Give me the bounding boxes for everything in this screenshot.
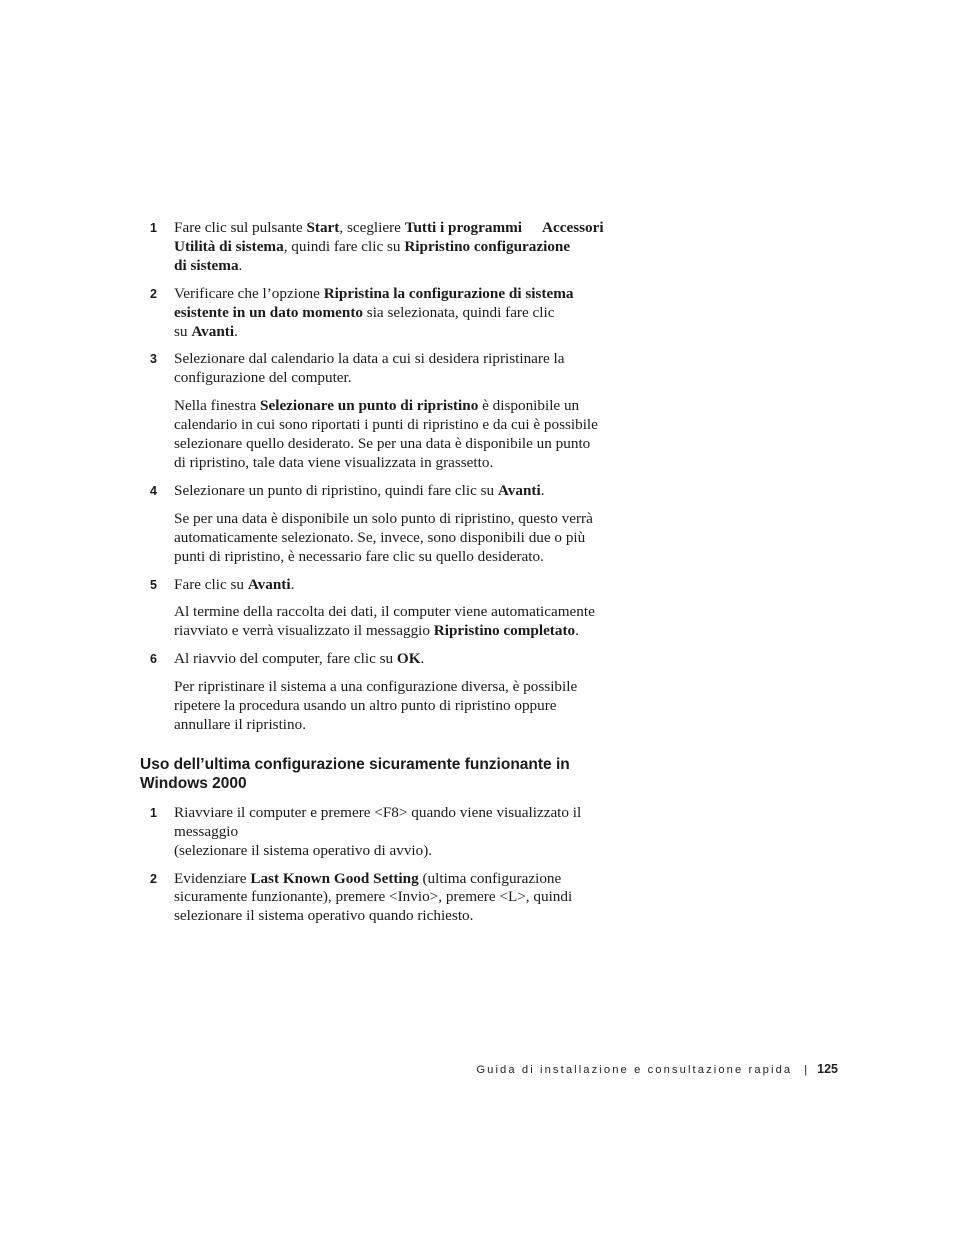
- step-text: Selezionare dal calendario la data a cui si desidera ripristinare la configurazione del computer.: [174, 350, 565, 387]
- step-item: [150, 650, 640, 669]
- bold-term: Ripristina la configurazione di sistema: [323, 284, 574, 302]
- bold-term: Utilità di sistema: [174, 237, 284, 255]
- bold-term: Avanti: [497, 481, 541, 499]
- footer-separator: |: [804, 1064, 808, 1076]
- bold-term: Last Known Good Setting: [250, 869, 419, 887]
- step-number: 1: [150, 805, 157, 820]
- bold-term: Start: [306, 219, 340, 236]
- step-item: [150, 870, 640, 927]
- step-number: 6: [150, 652, 157, 667]
- step-item: [150, 576, 640, 595]
- step-item: [150, 350, 640, 388]
- bold-term: Ripristino completato: [433, 622, 576, 640]
- step-text: Al riavvio del computer, fare clic su OK.: [174, 650, 425, 668]
- step-number: 4: [150, 483, 157, 498]
- bold-term: Tutti i programmi: [404, 219, 522, 236]
- bold-term: Avanti: [191, 322, 235, 340]
- bold-term: Ripristino configurazione: [404, 237, 571, 255]
- bold-term: esistente in un dato momento: [174, 303, 363, 321]
- step-text: Fare clic su Avanti.: [174, 575, 295, 593]
- bold-term: Accessori: [542, 219, 604, 236]
- step-text: Verificare che l’opzione Ripristina la configurazione di sistema esistente in un dato momento sia selezionata, quindi fare clic su Avanti.: [174, 284, 574, 340]
- bold-term: di sistema: [174, 256, 239, 274]
- step-text: Fare clic sul pulsante Start, scegliere Tutti i programmi Accessori Utilità di sistema, quindi fare clic su Ripristino configurazione di sistema.: [174, 219, 604, 274]
- page-footer: [0, 1062, 838, 1076]
- step-item: [150, 804, 640, 861]
- last-known-good-steps-list: [150, 804, 640, 926]
- bold-term: Selezionare un punto di ripristino: [260, 397, 479, 415]
- step-note: Al termine della raccolta dei dati, il computer viene automaticamente riavviato e verrà visualizzato il messaggio Ripristino completato.: [174, 603, 595, 640]
- step-number: 5: [150, 577, 157, 592]
- step-text: Selezionare un punto di ripristino, quindi fare clic su Avanti.: [174, 481, 545, 499]
- bold-term: OK: [396, 650, 421, 668]
- section-heading: Uso dell’ultima configurazione sicuramente funzionante in Windows 2000: [140, 755, 570, 792]
- step-text: Evidenziare Last Known Good Setting (ultima configurazione sicuramente funzionante), premere <Invio>, premere <L>, quindi selezionare il sistema operativo quando richiesto.: [174, 869, 573, 925]
- page-number: 125: [817, 1062, 838, 1076]
- step-number: 1: [150, 221, 157, 235]
- step-note: Per ripristinare il sistema a una configurazione diversa, è possibile ripetere la procedura usando un altro punto di ripristino oppure annullare il ripristino.: [174, 678, 578, 733]
- step-number: 2: [150, 871, 157, 886]
- step-note: Se per una data è disponibile un solo punto di ripristino, questo verrà automaticamente selezionato. Se, invece, sono disponibili due o più punti di ripristino, è necessario fare clic su quello desiderato.: [174, 509, 593, 565]
- step-number: 2: [150, 286, 157, 301]
- step-note: Nella finestra Selezionare un punto di ripristino è disponibile un calendario in cui sono riportati i punti di ripristino e da cui è possibile selezionare quello desiderato. Se per una data è disponibile un punto di ripristino, tale data viene visualizzata in grassetto.: [174, 397, 598, 471]
- bold-term: Avanti: [247, 575, 291, 593]
- footer-title: Guida di installazione e consultazione rapida: [476, 1064, 793, 1076]
- step-number: 3: [150, 352, 157, 367]
- step-item: [150, 285, 640, 342]
- step-text: Riavviare il computer e premere <F8> quando viene visualizzato il messaggio (selezionare il sistema operativo di avvio).: [174, 803, 582, 859]
- step-item: [150, 482, 640, 501]
- restore-steps-list: [150, 219, 640, 735]
- step-item: [150, 219, 640, 276]
- page-content: [140, 219, 640, 935]
